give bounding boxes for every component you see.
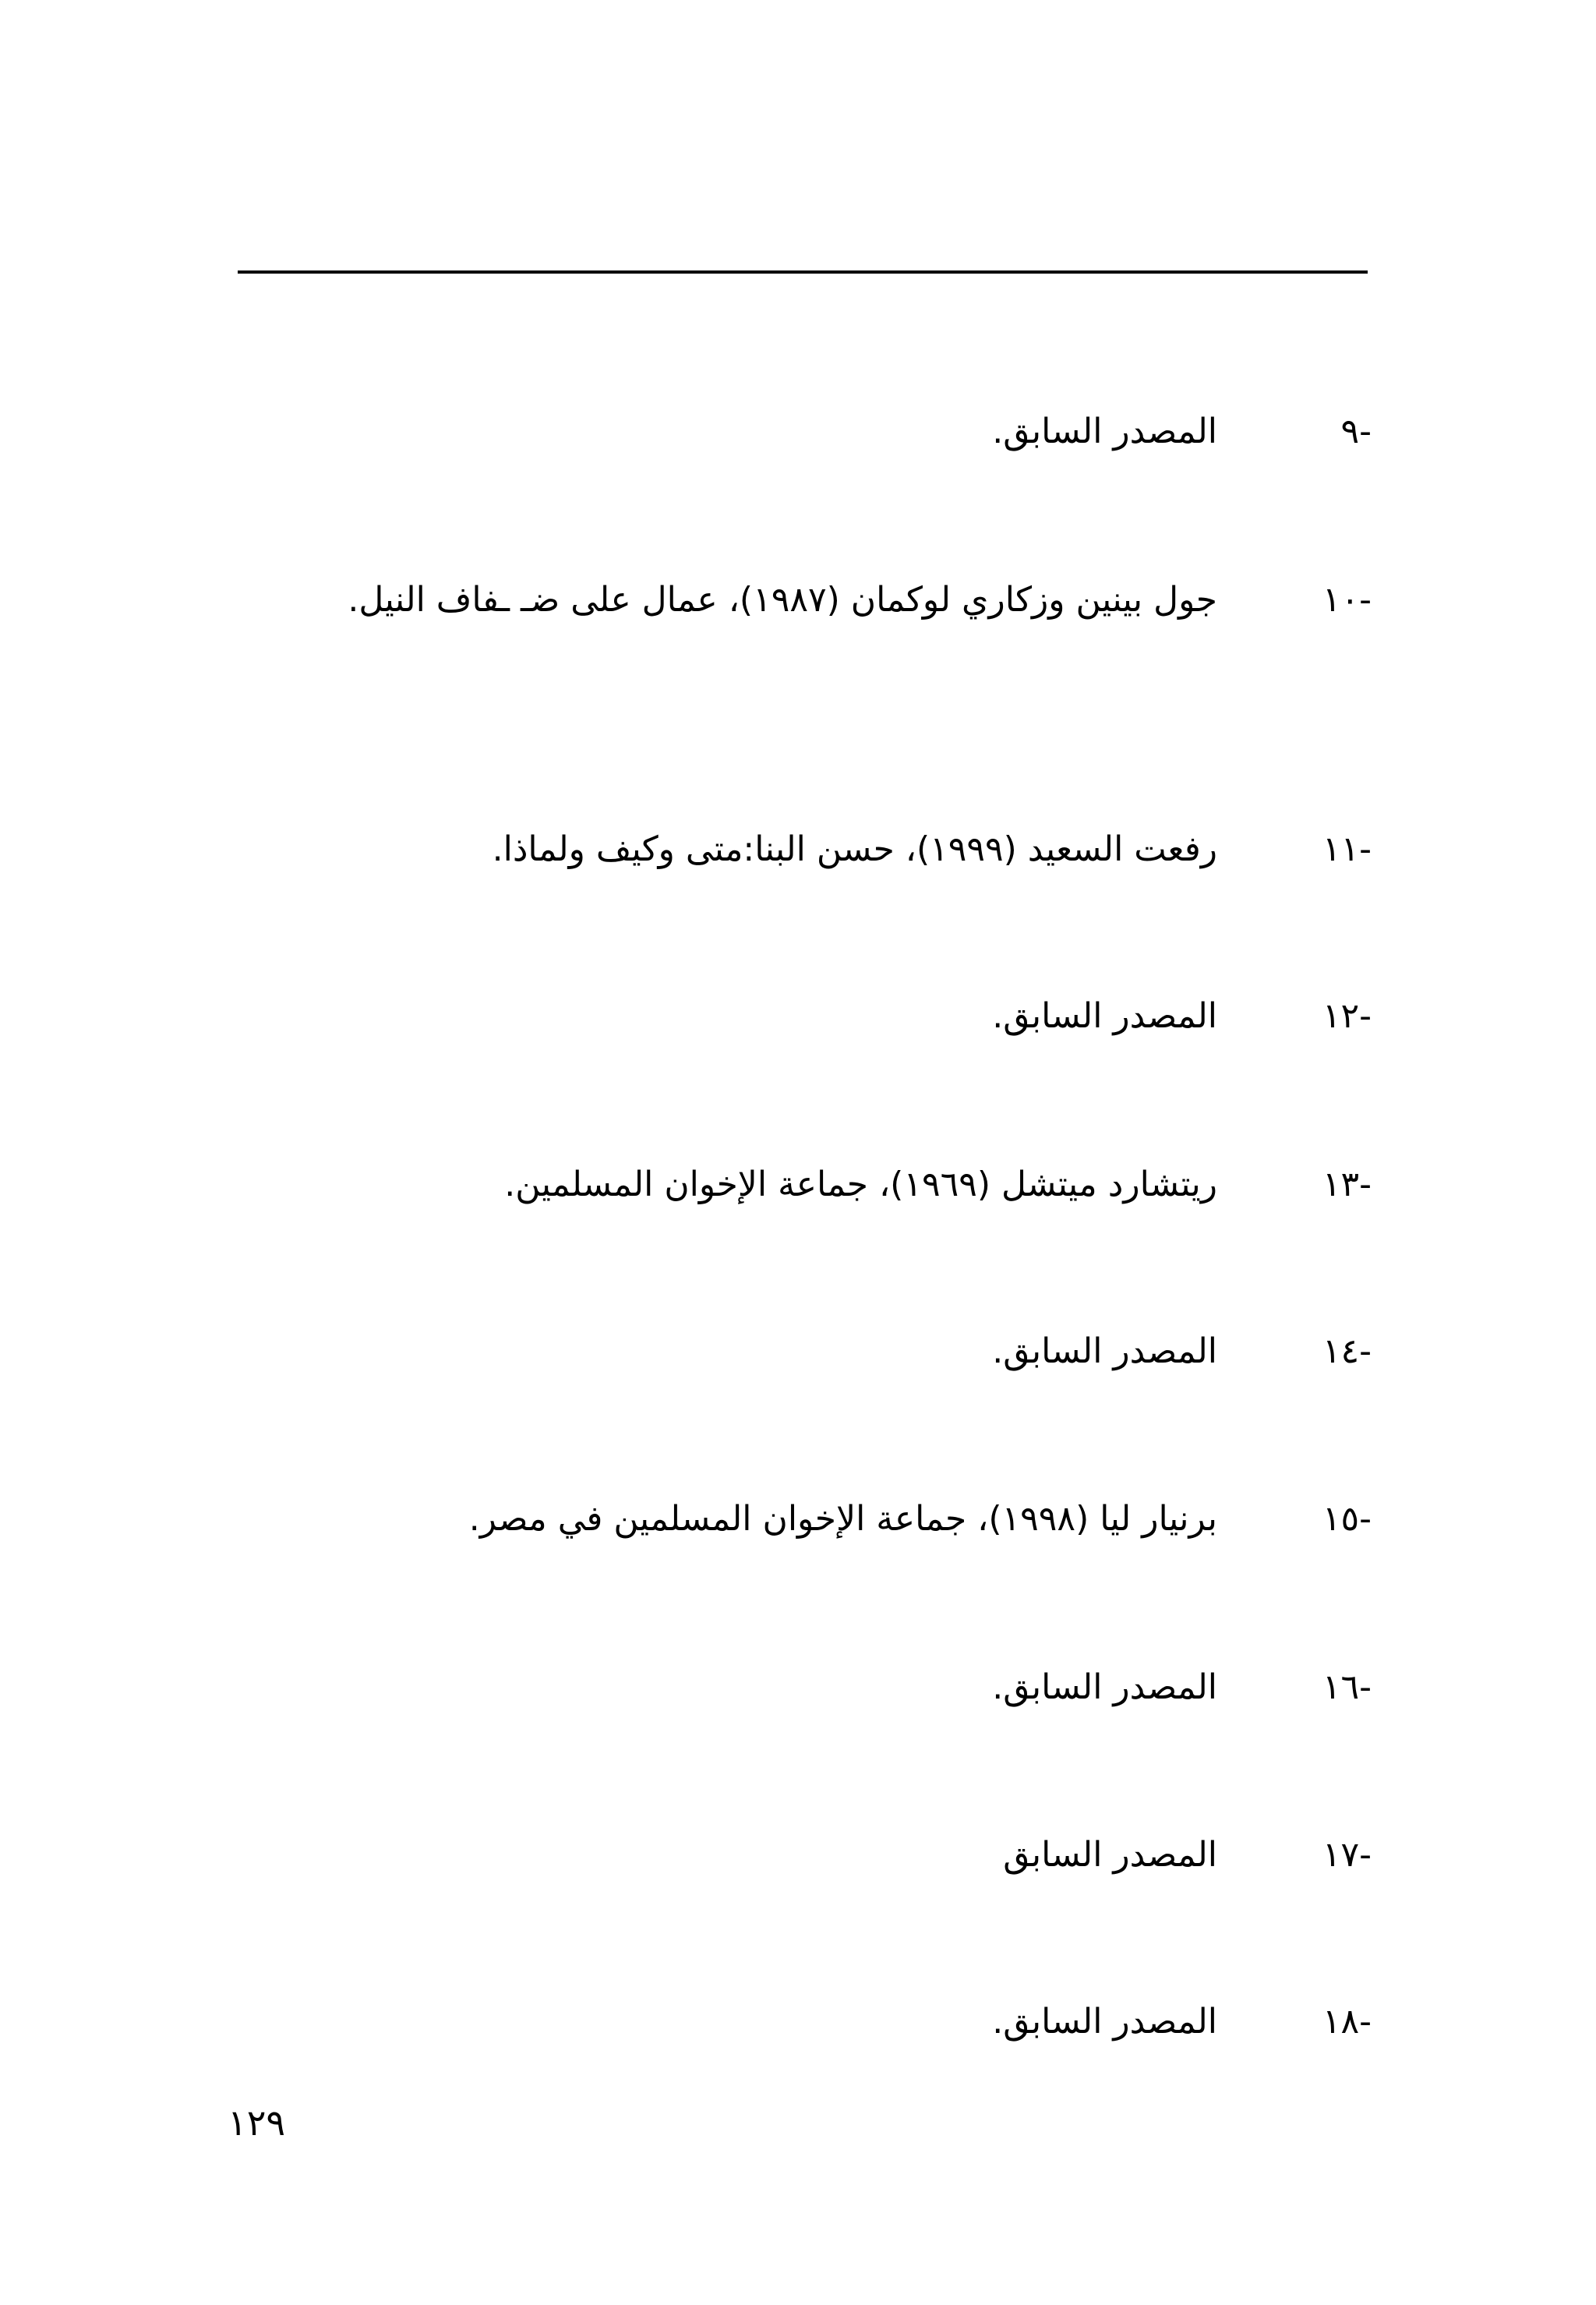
endnote-12 — [234, 974, 1372, 1059]
endnote-text: المصدر السابق. — [992, 412, 1217, 451]
endnote-number: -١٥ — [1322, 1499, 1372, 1539]
endnote-11 — [234, 808, 1372, 892]
endnote-text: ريتشارد ميتشل (١٩٦٩)، جماعة الإخوان المسلمين. — [504, 1165, 1217, 1204]
endnote-text: جول بينين وزكاري لوكمان (١٩٨٧)، عمال على ضـ ـفاف النيل. — [348, 580, 1217, 620]
endnote-14 — [234, 1310, 1372, 1394]
endnote-number: -١٠ — [1322, 580, 1372, 620]
page-number: ١٢٩ — [228, 2102, 286, 2144]
endnote-17 — [234, 1813, 1372, 1897]
endnote-text: رفعت السعيد (١٩٩٩)، حسن البنا:متى وكيف ولماذا. — [492, 829, 1217, 869]
top-rule — [238, 270, 1368, 274]
endnote-text: المصدر السابق. — [992, 1667, 1217, 1707]
endnote-number: -٩ — [1340, 412, 1372, 451]
endnote-number: -١٤ — [1322, 1331, 1372, 1371]
endnote-number: -١٧ — [1322, 1835, 1372, 1875]
endnote-text: المصدر السابق — [1003, 1835, 1217, 1875]
endnote-text: المصدر السابق. — [992, 996, 1217, 1036]
endnote-text: المصدر السابق. — [992, 1331, 1217, 1371]
endnote-text: المصدر السابق. — [992, 2002, 1217, 2042]
endnote-13 — [234, 1143, 1372, 1227]
endnote-number: -١٣ — [1322, 1165, 1372, 1204]
endnote-number: -١٦ — [1322, 1667, 1372, 1707]
endnote-18 — [234, 1980, 1372, 2064]
endnote-number: -١١ — [1322, 829, 1372, 869]
endnote-16 — [234, 1646, 1372, 1730]
endnote-10 — [234, 558, 1372, 642]
endnote-number: -١٢ — [1322, 996, 1372, 1036]
endnote-9 — [234, 390, 1372, 474]
endnote-number: -١٨ — [1322, 2002, 1372, 2042]
endnote-15 — [234, 1477, 1372, 1561]
endnote-text: برنيار ليا (١٩٩٨)، جماعة الإخوان المسلمين في مصر. — [468, 1499, 1217, 1539]
